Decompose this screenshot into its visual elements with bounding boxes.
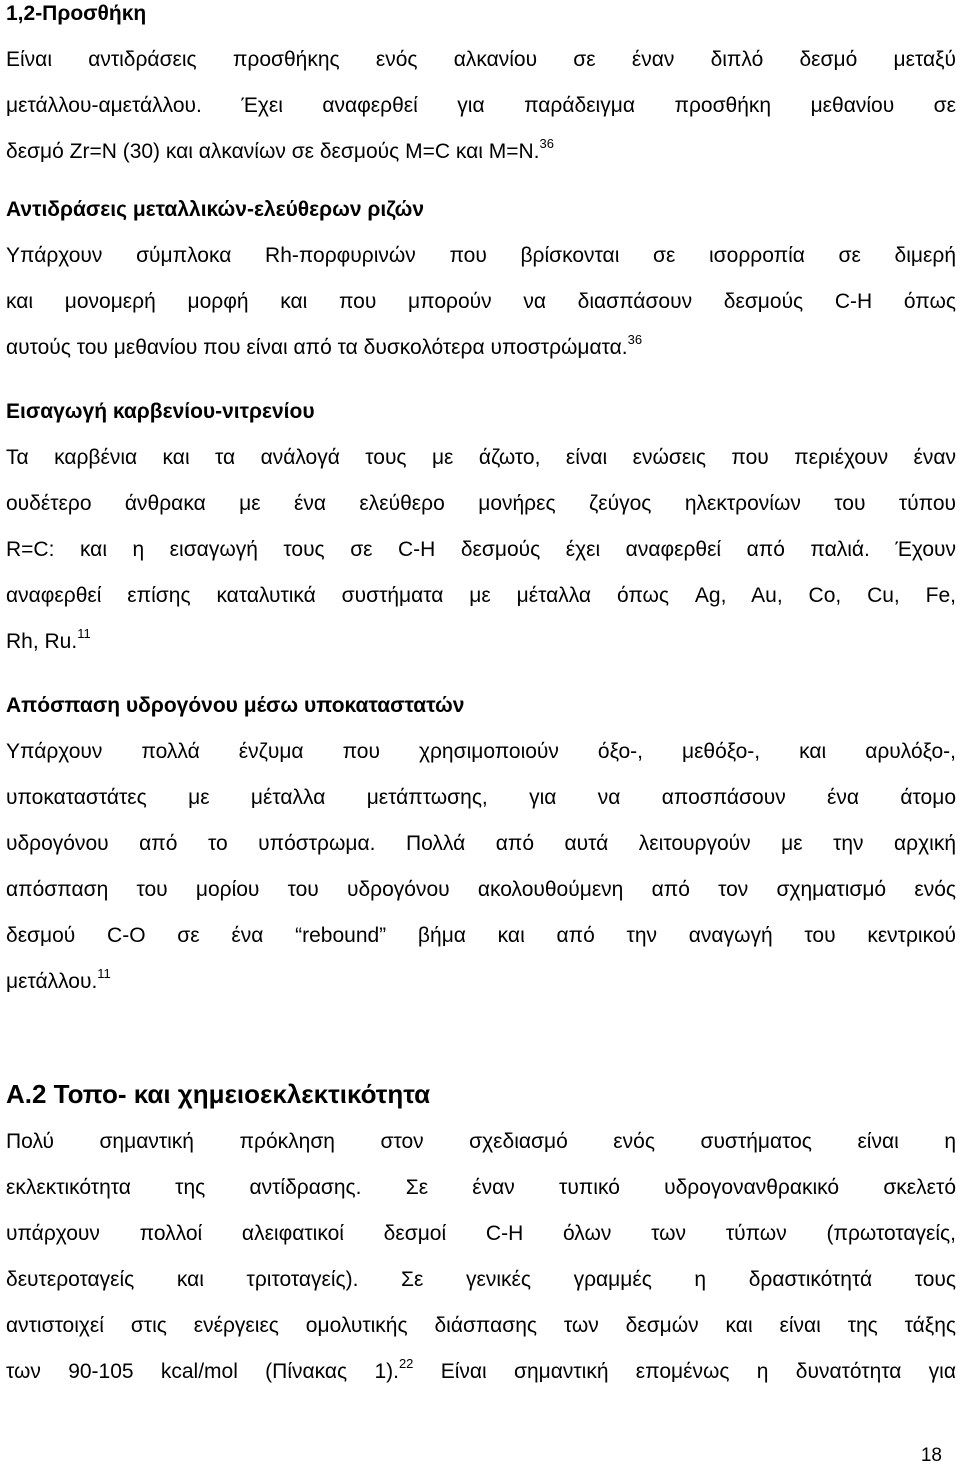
text-line: δευτεροταγείς και τριτοταγείς). Σε γενικές γραμμές η δραστικότητά τους (6, 1268, 956, 1291)
text-line: και μονομερή μορφή και που μπορούν να διασπάσουν δεσμούς C-H όπως (6, 290, 956, 313)
text-line: υπάρχουν πολλοί αλειφατικοί δεσμοί C-H όλων των τύπων (πρωτοταγείς, (6, 1222, 956, 1245)
text-line (6, 129, 956, 175)
text-fragment: των 90-105 kcal/mol (Πίνακας 1). (6, 1360, 399, 1383)
text-line: υποκαταστάτες με μέταλλα μετάπτωσης, για να αποσπάσουν ένα άτομο (6, 786, 956, 809)
text-line (6, 959, 956, 1005)
citation-ref: 22 (398, 1356, 414, 1371)
text-line: Πολύ σημαντική πρόκληση στον σχεδιασμό ενός συστήματος είναι η (6, 1130, 956, 1153)
text-line (6, 325, 956, 371)
text-line: μετάλλου-αμετάλλου. Έχει αναφερθεί για παράδειγμα προσθήκη μεθανίου σε (6, 94, 956, 117)
page-number: 18 (920, 1445, 942, 1466)
paragraph-radicals (6, 233, 956, 371)
text-line: εκλεκτικότητα της αντίδρασης. Σε έναν τυπικό υδρογονανθρακικό σκελετό (6, 1176, 956, 1199)
document-page (6, 0, 956, 1395)
section-heading-hydrogen-abstraction: Απόσπαση υδρογόνου μέσω υποκαταστατών (6, 694, 465, 717)
text-line: αντιστοιχεί στις ενέργειες ομολυτικής διάσπασης των δεσμών και είναι της τάξης (6, 1314, 956, 1337)
text-line: R=C: και η εισαγωγή τους σε C-H δεσμούς έχει αναφερθεί από παλιά. Έχουν (6, 538, 956, 561)
text-line: Είναι αντιδράσεις προσθήκης ενός αλκανίου σε έναν διπλό δεσμό μεταξύ (6, 48, 956, 71)
text-line: δεσμού C-O σε ένα “rebound” βήμα και από την αναγωγή του κεντρικού (6, 924, 956, 947)
citation-ref: 36 (627, 332, 643, 347)
section-heading-carbene-insertion: Εισαγωγή καρβενίου-νιτρενίου (6, 400, 315, 423)
paragraph-1-2-addition (6, 37, 956, 175)
text-fragment: μετάλλου. (6, 970, 98, 993)
paragraph-selectivity (6, 1119, 956, 1395)
section-heading-1-2-addition: 1,2-Προσθήκη (6, 2, 147, 25)
text-line (6, 1349, 956, 1395)
text-fragment: δεσμό Zr=N (30) και αλκανίων σε δεσμούς M=C και M=N. (6, 140, 540, 163)
citation-ref: 11 (97, 966, 111, 981)
paragraph-hydrogen-abstraction (6, 729, 956, 1005)
text-fragment: Είναι σημαντική επομένως η δυνατότητα για (413, 1360, 956, 1383)
text-fragment: Rh, Ru. (6, 630, 78, 653)
citation-ref: 11 (77, 626, 91, 641)
text-line: αναφερθεί επίσης καταλυτικά συστήματα με μέταλλα όπως Ag, Au, Co, Cu, Fe, (6, 584, 956, 607)
section-title-selectivity: Α.2 Τοπο- και χημειοεκλεκτικότητα (6, 1079, 431, 1109)
text-fragment: αυτούς του μεθανίου που είναι από τα δυσκολότερα υποστρώματα. (6, 336, 628, 359)
text-line (6, 619, 956, 665)
text-line: Τα καρβένια και τα ανάλογά τους με άζωτο, είναι ενώσεις που περιέχουν έναν (6, 446, 956, 469)
text-line: Υπάρχουν σύμπλοκα Rh-πορφυρινών που βρίσκονται σε ισορροπία σε διμερή (6, 244, 956, 267)
section-heading-radicals: Αντιδράσεις μεταλλικών-ελεύθερων ριζών (6, 198, 425, 221)
paragraph-carbene-insertion (6, 435, 956, 665)
text-line: ουδέτερο άνθρακα με ένα ελεύθερο μονήρες ζεύγος ηλεκτρονίων του τύπου (6, 492, 956, 515)
citation-ref: 36 (539, 136, 554, 151)
text-line: Υπάρχουν πολλά ένζυμα που χρησιμοποιούν όξο-, μεθόξο-, και αρυλόξο-, (6, 740, 956, 763)
text-line: υδρογόνου από το υπόστρωμα. Πολλά από αυτά λειτουργούν με την αρχική (6, 832, 956, 855)
text-line: απόσπαση του μορίου του υδρογόνου ακολουθούμενη από τον σχηματισμό ενός (6, 878, 956, 901)
